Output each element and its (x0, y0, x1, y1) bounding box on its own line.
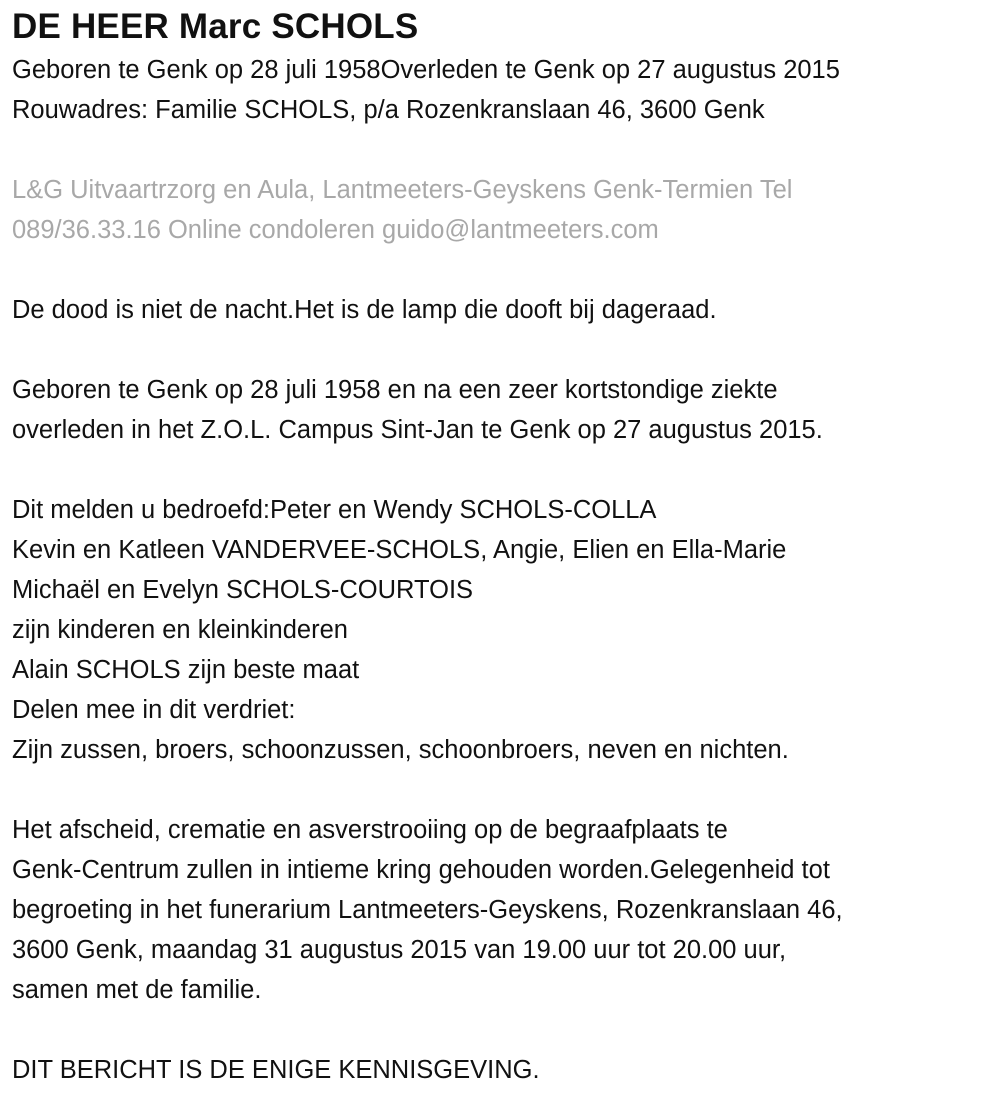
text-line: Kevin en Katleen VANDERVEE-SCHOLS, Angie, Elien en Ella-Marie (12, 536, 787, 564)
text-line: Delen mee in dit verdriet: (12, 696, 296, 724)
text-line: zijn kinderen en kleinkinderen (12, 616, 348, 644)
mourning-address: Rouwadres: Familie SCHOLS, p/a Rozenkranslaan 46, 3600 Genk (12, 96, 765, 124)
farewell-paragraph (12, 810, 988, 1010)
funeral-home-info (12, 170, 988, 250)
birth-death-summary: Geboren te Genk op 28 juli 1958Overleden te Genk op 27 augustus 2015 (12, 56, 840, 84)
text-line: samen met de familie. (12, 976, 262, 1004)
text-line: overleden in het Z.O.L. Campus Sint-Jan te Genk op 27 augustus 2015. (12, 416, 823, 444)
text-line: Het afscheid, crematie en asverstrooiing op de begraafplaats te (12, 816, 728, 844)
text-line: begroeting in het funerarium Lantmeeters-Geyskens, Rozenkranslaan 46, (12, 896, 843, 924)
quote: De dood is niet de nacht.Het is de lamp die dooft bij dageraad. (12, 296, 717, 324)
family-paragraph (12, 490, 988, 770)
closing-note: DIT BERICHT IS DE ENIGE KENNISGEVING. (12, 1056, 540, 1084)
text-line: 3600 Genk, maandag 31 augustus 2015 van 19.00 uur tot 20.00 uur, (12, 936, 787, 964)
text-line: Dit melden u bedroefd:Peter en Wendy SCHOLS-COLLA (12, 496, 657, 524)
text-line: Genk-Centrum zullen in intieme kring gehouden worden.Gelegenheid tot (12, 856, 830, 884)
text-line: Michaël en Evelyn SCHOLS-COURTOIS (12, 576, 474, 604)
text-line: Zijn zussen, broers, schoonzussen, schoonbroers, neven en nichten. (12, 736, 789, 764)
text-line: Alain SCHOLS zijn beste maat (12, 656, 360, 684)
page-title: DE HEER Marc SCHOLS (12, 7, 419, 46)
header-info (12, 50, 988, 130)
text-line: Geboren te Genk op 28 juli 1958 en na een zeer kortstondige ziekte (12, 376, 778, 404)
funeral-home-line: L&G Uitvaartrzorg en Aula, Lantmeeters-Geyskens Genk-Termien Tel (12, 176, 793, 204)
birth-death-paragraph (12, 370, 988, 450)
funeral-home-line: 089/36.33.16 Online condoleren guido@lantmeeters.com (12, 216, 659, 244)
